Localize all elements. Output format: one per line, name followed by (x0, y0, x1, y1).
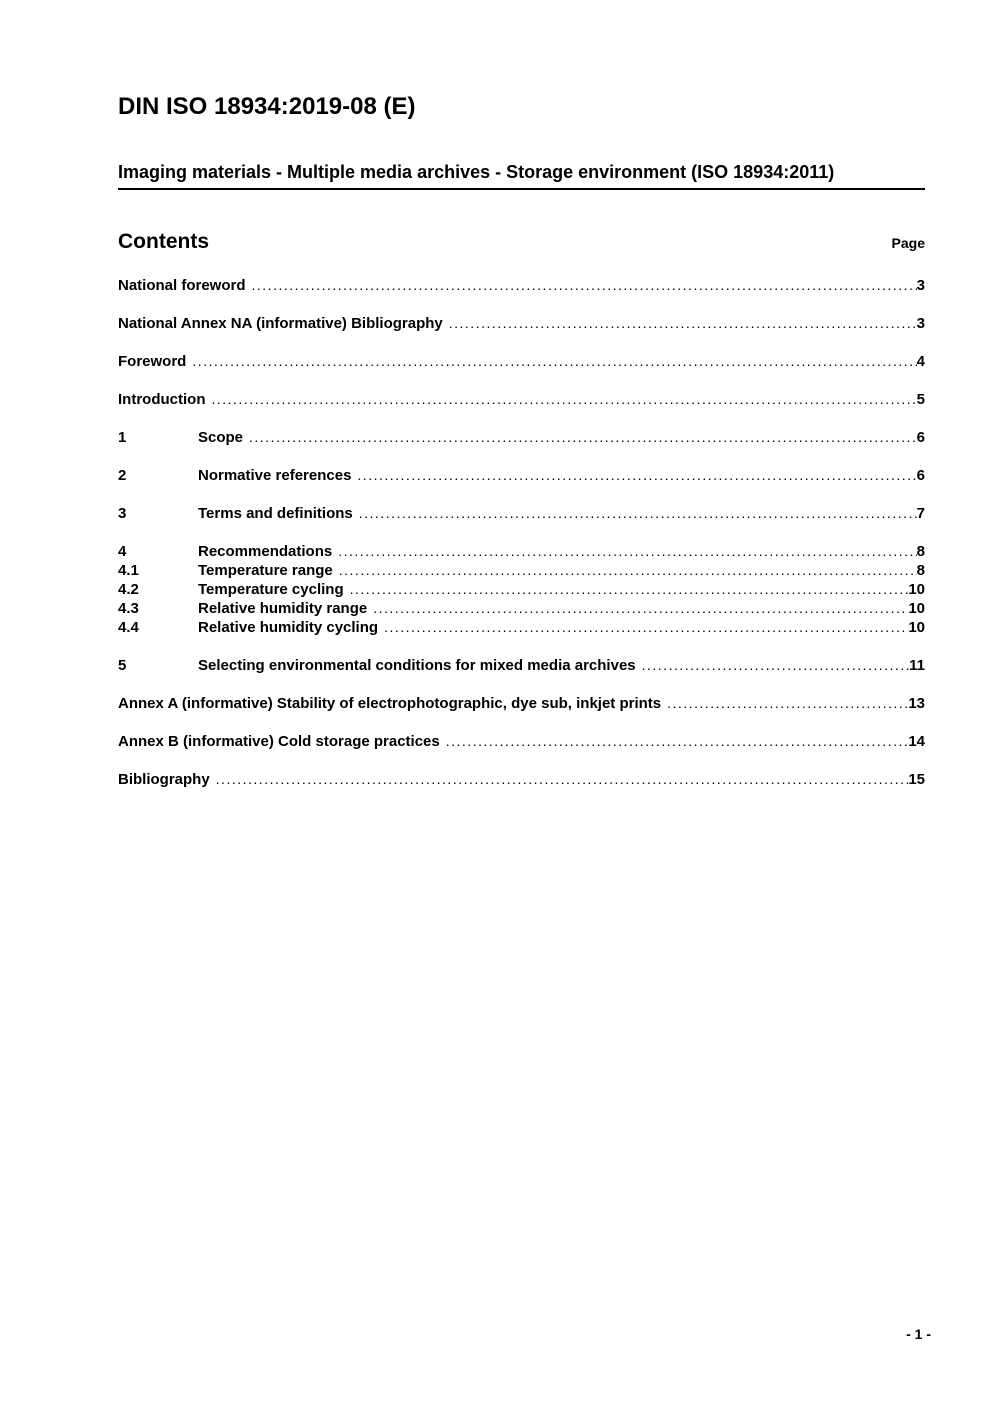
toc-entry-recommendations (118, 542, 925, 561)
toc-entry-number: 5 (118, 657, 127, 674)
toc-entry-page: 7 (916, 505, 925, 522)
toc-entry-label: Selecting environmental conditions for mixed media archives (198, 657, 636, 674)
toc-entry-page: 10 (908, 581, 925, 598)
dot-leader (359, 504, 917, 523)
toc-entry-page: 6 (916, 467, 925, 484)
toc-entry-label: Terms and definitions (198, 505, 353, 522)
toc-entry-label: Normative references (198, 467, 352, 484)
page-number: - 1 - (906, 1326, 931, 1342)
contents-heading: Contents (118, 230, 209, 253)
toc-entry-number: 4.4 (118, 619, 139, 636)
toc-entry-page: 15 (908, 771, 925, 788)
toc-entry-national-foreword (118, 276, 925, 295)
toc-entry-number: 2 (118, 467, 127, 484)
dot-leader (211, 390, 916, 409)
toc-entry-normative-references (118, 466, 925, 485)
toc-entry-page: 5 (916, 391, 925, 408)
toc-entry-terms-and-definitions (118, 504, 925, 523)
toc-entry-page: 8 (916, 562, 925, 579)
toc-entry-label: Annex A (informative) Stability of electrophotographic, dye sub, inkjet prints (118, 695, 662, 712)
dot-leader (192, 352, 916, 371)
toc-entry-page: 10 (908, 619, 925, 636)
toc-entry-label: Recommendations (198, 543, 333, 560)
toc-entry-label: Annex B (informative) Cold storage practices (118, 733, 440, 750)
dot-leader (384, 618, 908, 637)
toc-entry-page: 13 (908, 695, 925, 712)
toc-entry-page: 10 (908, 600, 925, 617)
toc-entry-temperature-range (118, 561, 925, 580)
toc-entry-bibliography (118, 770, 925, 789)
toc-entry-page: 4 (916, 353, 925, 370)
toc-entry-scope (118, 428, 925, 447)
dot-leader (339, 561, 917, 580)
toc-entry-introduction (118, 390, 925, 409)
toc-entry-label: Temperature cycling (198, 581, 344, 598)
dot-leader (249, 428, 917, 447)
dot-leader (357, 466, 916, 485)
toc-entry-page: 6 (916, 429, 925, 446)
dot-leader (216, 770, 909, 789)
toc-entry-number: 4.1 (118, 562, 139, 579)
toc-entry-number: 4.2 (118, 581, 139, 598)
page-column-label: Page (891, 235, 925, 251)
toc-entry-relative-humidity-range (118, 599, 925, 618)
dot-leader (667, 694, 908, 713)
toc-entry-foreword (118, 352, 925, 371)
toc-entry-national-annex-na (118, 314, 925, 333)
toc-entry-label: National foreword (118, 277, 246, 294)
toc-entry-label: Scope (198, 429, 244, 446)
dot-leader (446, 732, 909, 751)
toc-entry-page: 8 (916, 543, 925, 560)
document-title: DIN ISO 18934:2019-08 (E) (118, 93, 416, 120)
dot-leader (350, 580, 909, 599)
toc-entry-page: 3 (916, 315, 925, 332)
toc-entry-page: 3 (916, 277, 925, 294)
document-subtitle: Imaging materials - Multiple media archives - Storage environment (ISO 18934:2011) (118, 162, 925, 190)
toc-entry-label: Bibliography (118, 771, 210, 788)
toc-entry-number: 4 (118, 543, 127, 560)
toc-entry-label: Foreword (118, 353, 187, 370)
toc-entry-page: 14 (908, 733, 925, 750)
toc-entry-relative-humidity-cycling (118, 618, 925, 637)
toc-entry-label: Relative humidity cycling (198, 619, 379, 636)
toc-entry-label: National Annex NA (informative) Bibliography (118, 315, 443, 332)
toc-entry-label: Relative humidity range (198, 600, 368, 617)
contents-header-row (118, 230, 925, 254)
document-page (118, 0, 925, 789)
toc-entry-label: Temperature range (198, 562, 333, 579)
dot-leader (449, 314, 917, 333)
dot-leader (338, 542, 916, 561)
toc-entry-annex-a (118, 694, 925, 713)
dot-leader (642, 656, 910, 675)
toc-entry-annex-b (118, 732, 925, 751)
table-of-contents (118, 276, 925, 789)
toc-entry-selecting-environmental-conditions (118, 656, 925, 675)
dot-leader (373, 599, 908, 618)
toc-entry-label: Introduction (118, 391, 206, 408)
toc-entry-number: 1 (118, 429, 127, 446)
toc-entry-number: 4.3 (118, 600, 139, 617)
toc-entry-page: 11 (909, 657, 925, 674)
page-footer (906, 1326, 931, 1343)
dot-leader (252, 276, 917, 295)
toc-entry-temperature-cycling (118, 580, 925, 599)
toc-entry-number: 3 (118, 505, 127, 522)
